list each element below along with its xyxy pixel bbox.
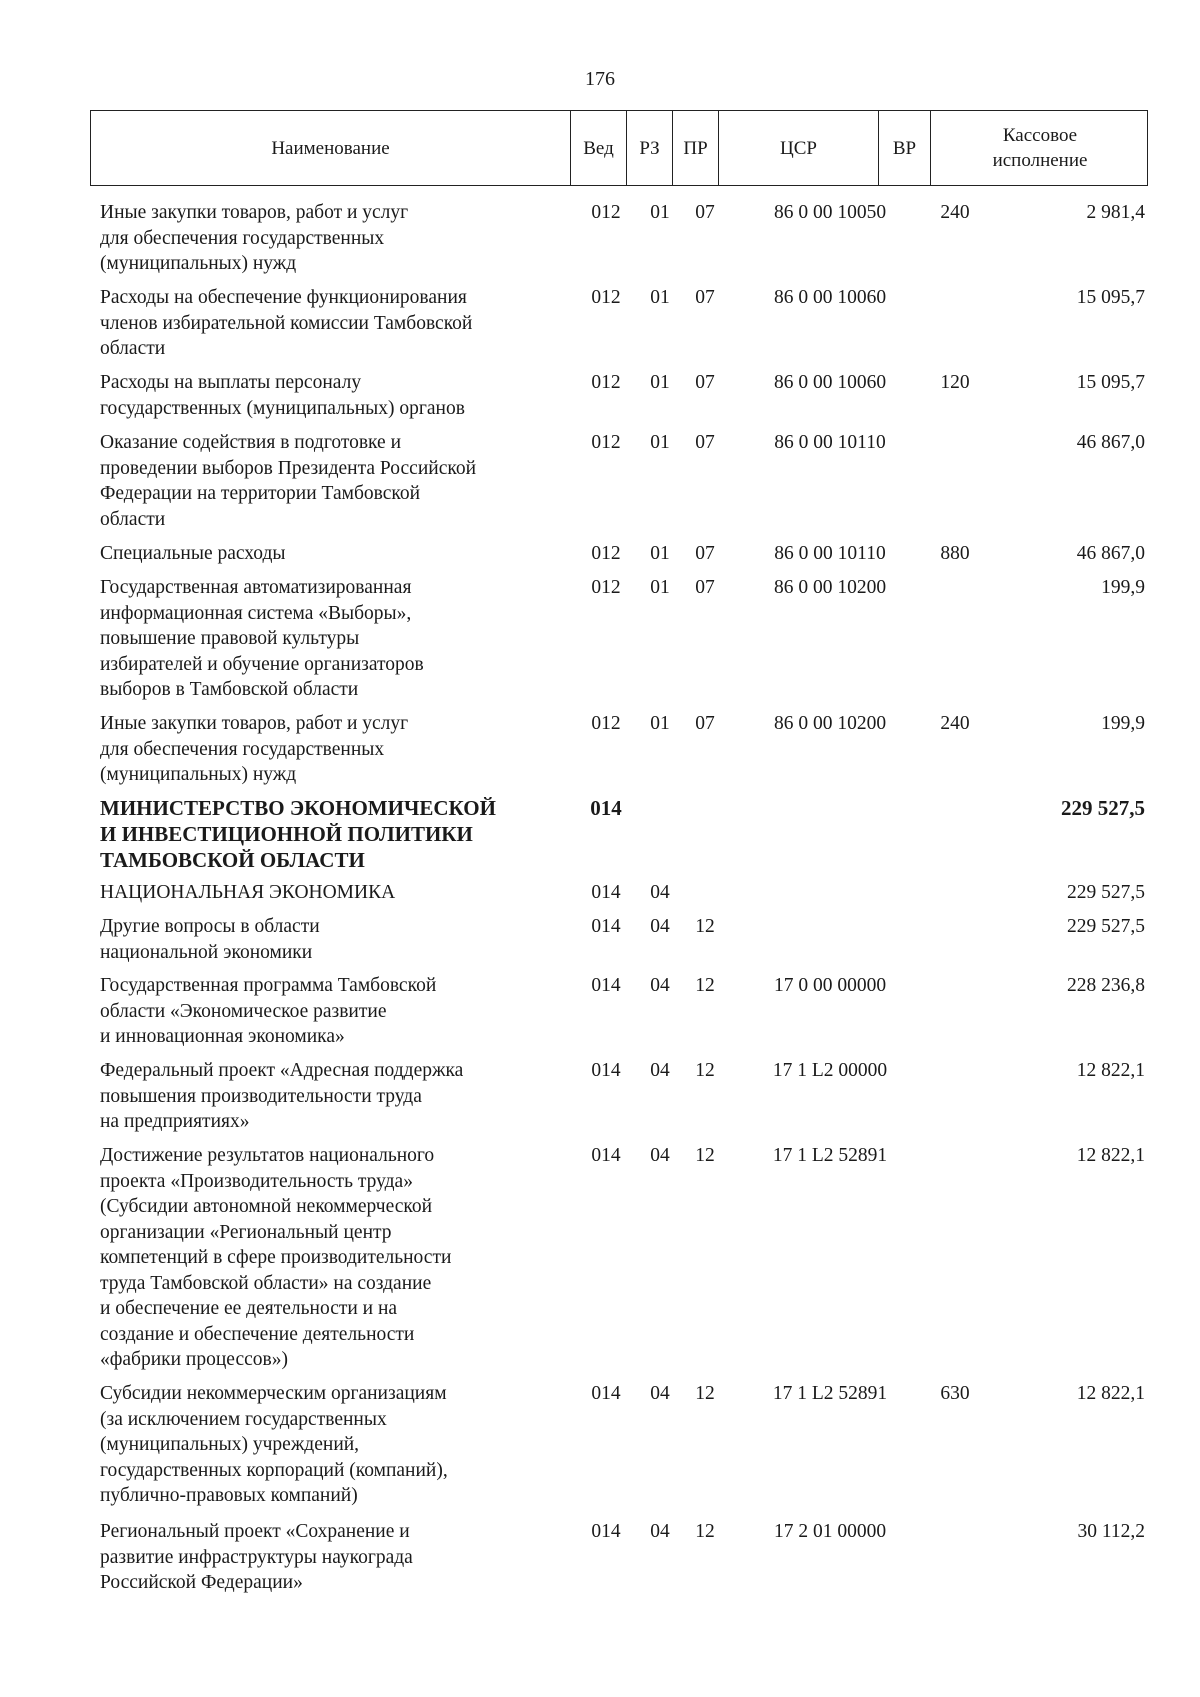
row-csr: 86 0 00 10200: [773, 577, 887, 598]
row-pr: 12: [695, 1145, 715, 1166]
row-ved: 012: [591, 287, 621, 308]
row-name: Региональный проект «Сохранение и развитие инфраструктуры наукограда Российской Федерации»: [100, 1521, 413, 1593]
row-ved: 012: [591, 432, 621, 453]
row-name: Иные закупки товаров, работ и услуг для обеспечения государственных (муниципальных) нужд: [100, 713, 409, 785]
row-amount: 12 822,1: [1076, 1383, 1145, 1404]
row-ved: 012: [591, 713, 621, 734]
row-csr: 17 1 L2 52891: [772, 1145, 888, 1166]
column-header-amount: Кассовое исполнение: [992, 125, 1088, 171]
row-csr: 17 2 01 00000: [773, 1521, 887, 1542]
column-header-rz: РЗ: [627, 111, 673, 185]
row-amount: 199,9: [1101, 713, 1145, 734]
row-name: Государственная программа Тамбовской области «Экономическое развитие и инновационная экономика»: [100, 975, 437, 1047]
row-ved: 014: [591, 1145, 621, 1166]
row-rz: 01: [650, 202, 670, 223]
row-pr: 12: [695, 1383, 715, 1404]
column-header-csr: ЦСР: [719, 111, 879, 185]
row-name: МИНИСТЕРСТВО ЭКОНОМИЧЕСКОЙ И ИНВЕСТИЦИОННОЙ ПОЛИТИКИ ТАМБОВСКОЙ ОБЛАСТИ: [100, 796, 496, 872]
page-number: 176: [585, 68, 615, 90]
row-csr: 86 0 00 10200: [773, 713, 887, 734]
row-rz: 04: [650, 1521, 670, 1542]
row-name: Иные закупки товаров, работ и услуг для обеспечения государственных (муниципальных) нужд: [100, 202, 409, 274]
row-ved: 014: [591, 916, 621, 937]
row-ved: 012: [591, 372, 621, 393]
row-pr: 12: [695, 1521, 715, 1542]
row-pr: 07: [695, 543, 715, 564]
row-vr: 880: [940, 543, 970, 564]
row-pr: 07: [695, 202, 715, 223]
row-pr: 07: [695, 432, 715, 453]
row-name: Достижение результатов национального проекта «Производительность труда» (Субсидии автономной некоммерческой организации «Региональный центр компетенций в сфере производительности труда Тамбовской области» на создание и обеспечение ее деятельности и на создание и обеспечение деятельности «фабрики процессов»): [100, 1145, 452, 1370]
row-rz: 01: [650, 287, 670, 308]
row-name: Расходы на выплаты персоналу государственных (муниципальных) органов: [100, 372, 465, 419]
row-ved: 014: [591, 882, 621, 903]
row-amount: 229 527,5: [1067, 882, 1145, 903]
row-rz: 04: [650, 1383, 670, 1404]
row-pr: 07: [695, 372, 715, 393]
row-amount: 2 981,4: [1086, 202, 1145, 223]
row-amount: 199,9: [1101, 577, 1145, 598]
row-csr: 17 1 L2 00000: [772, 1060, 888, 1081]
row-rz: 01: [650, 372, 670, 393]
row-name: Федеральный проект «Адресная поддержка повышения производительности труда на предприятиях»: [100, 1060, 464, 1132]
row-ved: 012: [591, 202, 621, 223]
column-header-name: Наименование: [91, 111, 571, 185]
row-amount: 228 236,8: [1067, 975, 1145, 996]
row-name: Субсидии некоммерческим организациям (за исключением государственных (муниципальных) учреждений, государственных корпораций (компаний), публично-правовых компаний): [100, 1383, 448, 1506]
row-name: Другие вопросы в области национальной экономики: [100, 916, 320, 963]
row-rz: 04: [650, 916, 670, 937]
row-ved: 014: [591, 975, 621, 996]
row-pr: 12: [695, 975, 715, 996]
row-amount: 46 867,0: [1076, 543, 1145, 564]
row-pr: 12: [695, 916, 715, 937]
row-amount: 15 095,7: [1076, 287, 1145, 308]
row-rz: 01: [650, 577, 670, 598]
row-vr: 120: [940, 372, 970, 393]
row-ved: 014: [590, 796, 622, 820]
row-rz: 04: [650, 1060, 670, 1081]
row-amount: 12 822,1: [1076, 1060, 1145, 1081]
row-ved: 012: [591, 543, 621, 564]
row-amount: 46 867,0: [1076, 432, 1145, 453]
column-header-ved: Вед: [571, 111, 627, 185]
row-vr: 240: [940, 713, 970, 734]
row-pr: 07: [695, 287, 715, 308]
row-amount: 229 527,5: [1061, 796, 1145, 820]
row-pr: 12: [695, 1060, 715, 1081]
row-csr: 86 0 00 10110: [774, 543, 886, 564]
row-name: Оказание содействия в подготовке и проведении выборов Президента Российской Федерации на территории Тамбовской области: [100, 432, 477, 530]
row-amount: 15 095,7: [1076, 372, 1145, 393]
row-vr: 240: [940, 202, 970, 223]
row-amount: 229 527,5: [1067, 916, 1145, 937]
row-rz: 04: [650, 1145, 670, 1166]
row-rz: 01: [650, 543, 670, 564]
row-ved: 014: [591, 1383, 621, 1404]
row-name: Расходы на обеспечение функционирования членов избирательной комиссии Тамбовской области: [100, 287, 473, 359]
column-header-pr: ПР: [673, 111, 719, 185]
row-name: Государственная автоматизированная информационная система «Выборы», повышение правовой культуры избирателей и обучение организаторов выборов в Тамбовской области: [100, 577, 424, 700]
row-csr: 17 1 L2 52891: [772, 1383, 888, 1404]
row-amount: 30 112,2: [1077, 1521, 1145, 1542]
row-csr: 17 0 00 00000: [773, 975, 887, 996]
row-rz: 01: [650, 713, 670, 734]
row-name: Специальные расходы: [100, 543, 286, 564]
column-header-vr: ВР: [879, 111, 931, 185]
row-amount: 12 822,1: [1076, 1145, 1145, 1166]
row-rz: 04: [650, 882, 670, 903]
row-rz: 04: [650, 975, 670, 996]
row-csr: 86 0 00 10060: [773, 287, 887, 308]
row-name: НАЦИОНАЛЬНАЯ ЭКОНОМИКА: [100, 882, 396, 903]
row-rz: 01: [650, 432, 670, 453]
row-csr: 86 0 00 10050: [773, 202, 887, 223]
row-pr: 07: [695, 713, 715, 734]
row-ved: 012: [591, 577, 621, 598]
row-csr: 86 0 00 10060: [773, 372, 887, 393]
table-header: [90, 110, 1148, 186]
row-vr: 630: [940, 1383, 970, 1404]
row-pr: 07: [695, 577, 715, 598]
row-ved: 014: [591, 1521, 621, 1542]
row-ved: 014: [591, 1060, 621, 1081]
row-csr: 86 0 00 10110: [774, 432, 886, 453]
